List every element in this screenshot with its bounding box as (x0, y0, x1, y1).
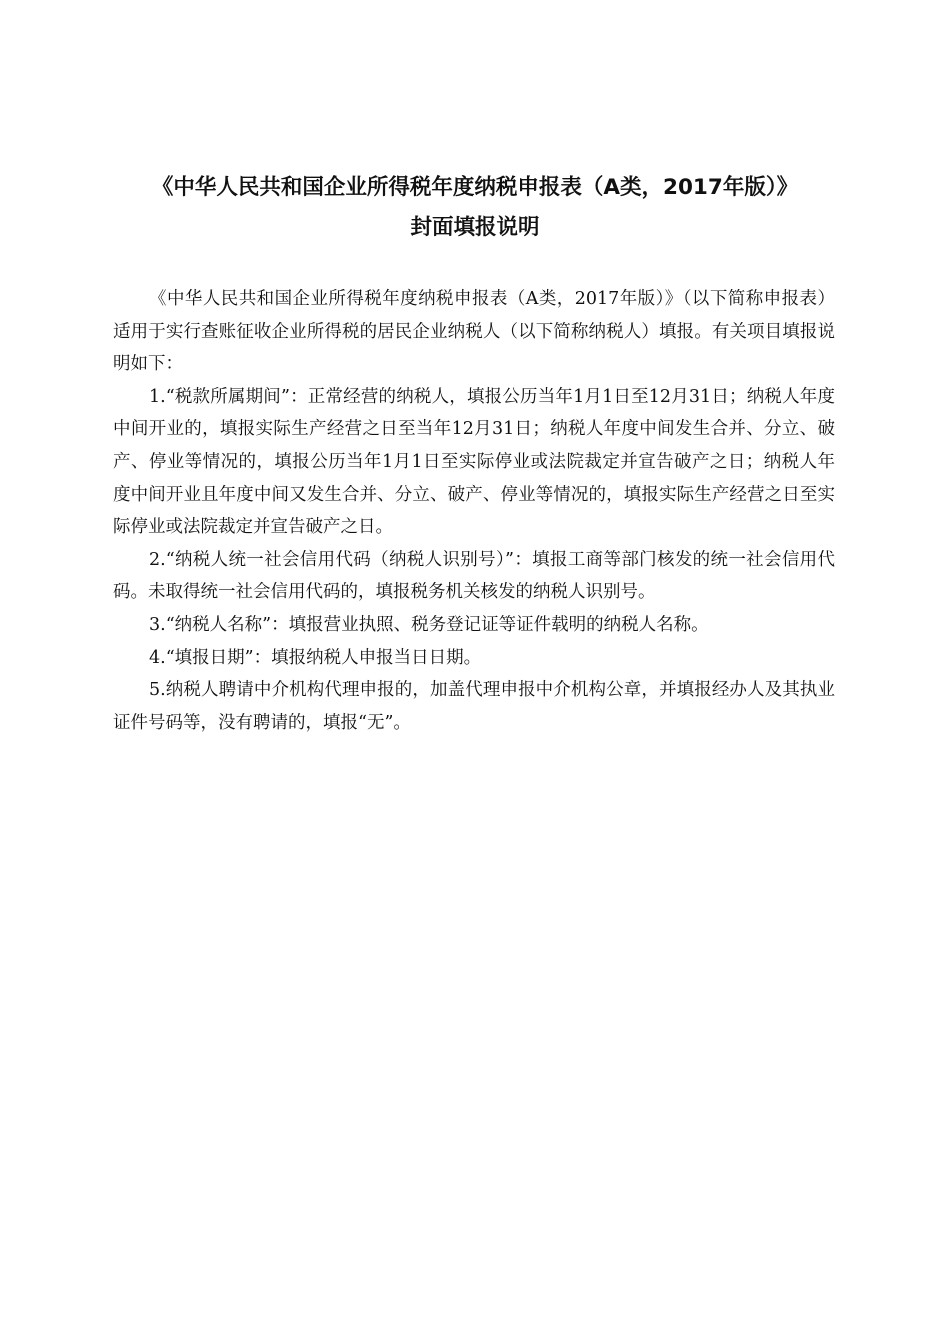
document-title (0, 172, 950, 244)
item-3-taxpayer-name: 3.“纳税人名称”：填报营业执照、税务登记证等证件载明的纳税人名称。 (149, 614, 709, 635)
intro-paragraph: 《中华人民共和国企业所得税年度纳税申报表（A类，2017年版）》（以下简称申报表）适用于实行查账征收企业所得税的居民企业纳税人（以下简称纳税人）填报。有关项目填报说明如下： (113, 289, 835, 375)
item-2-credit-code: 2.“纳税人统一社会信用代码（纳税人识别号）”：填报工商等部门核发的统一社会信用代码。未取得统一社会信用代码的，填报税务机关核发的纳税人识别号。 (113, 549, 835, 603)
item-4-filing-date: 4.“填报日期”：填报纳税人申报当日日期。 (149, 647, 482, 668)
title-main: 《中华人民共和国企业所得税年度纳税申报表（A类，2017年版）》 (151, 175, 799, 200)
item-1-tax-period: 1.“税款所属期间”：正常经营的纳税人，填报公历当年1月1日至12月31日；纳税人年度中间开业的，填报实际生产经营之日至当年12月31日；纳税人年度中间发生合并、分立、破产、停业等情况的，填报公历当年1月1日至实际停业或法院裁定并宣告破产之日；纳税人年度中间开业且年度中间又发生合并、分立、破产、停业等情况的，填报实际生产经营之日至实际停业或法院裁定并宣告破产之日。 (113, 386, 835, 538)
document-body (113, 283, 835, 739)
item-5-agency: 5.纳税人聘请中介机构代理申报的，加盖代理申报中介机构公章，并填报经办人及其执业证件号码等，没有聘请的，填报“无”。 (113, 680, 835, 733)
title-sub: 封面填报说明 (410, 215, 540, 240)
